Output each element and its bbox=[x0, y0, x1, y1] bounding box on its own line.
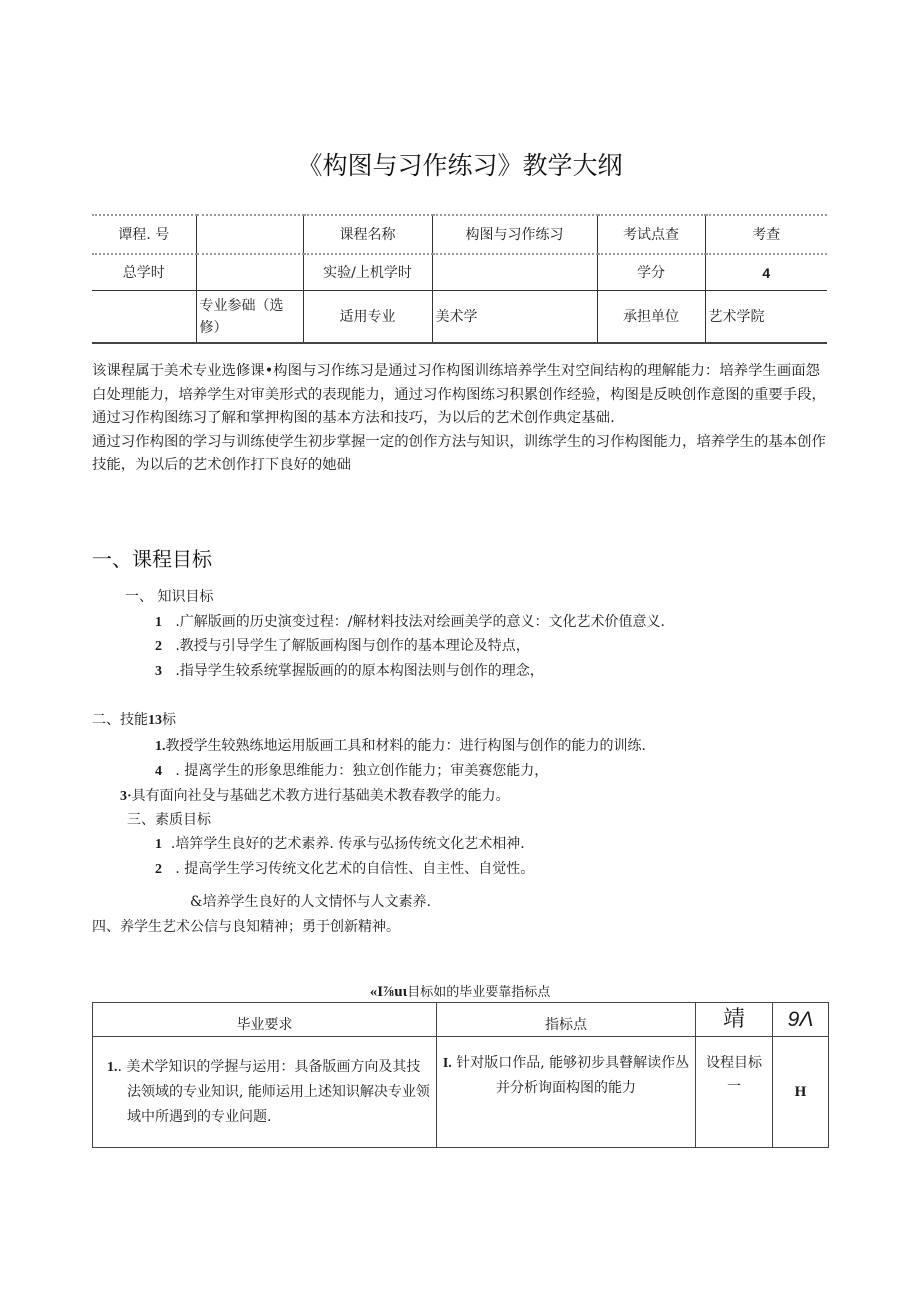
requirement-cell bbox=[93, 1037, 437, 1148]
req-table-row bbox=[93, 1037, 829, 1148]
indicator-text: 针对版口作品, 能够初步具瞽解读作丛并分析询面构图的能力 bbox=[451, 1055, 690, 1096]
item-number: 1. bbox=[155, 739, 166, 754]
requirement-text: . 美术学知识的学握与运用：具备版画方向及其技法领域的专业知识, 能师运用上述知识解决专业领域中所遇到的专业问题. bbox=[117, 1058, 430, 1125]
item-text: .培笄学生良好的艺术素养. 传承与弘扬传统文化艺术相神. bbox=[170, 836, 525, 852]
item-text: 具有面向社殳与基础艺术教方进行基础美术教春教学的能力。 bbox=[131, 788, 510, 804]
skill-goal-item bbox=[155, 760, 548, 780]
knowledge-goal-item bbox=[155, 660, 544, 680]
knowledge-goals-label: 一、 知识目标 bbox=[125, 589, 214, 605]
target-cell: 设程目标一 bbox=[696, 1037, 773, 1148]
label-assessment: 考试点查 bbox=[597, 215, 705, 254]
item-number: 1 bbox=[155, 837, 162, 852]
requirement-number: 1. bbox=[107, 1059, 118, 1075]
value-course-type: 专业参础（选修） bbox=[196, 291, 303, 344]
label-course-number: 谭程. 号 bbox=[92, 215, 196, 254]
quality-goal-extra: &培养学生良好的人文情怀与人文素养. bbox=[190, 894, 431, 910]
item-text: . 提高学生学习传统文化艺术的自信性、自主性、自觉性。 bbox=[175, 861, 535, 877]
knowledge-goal-item bbox=[155, 635, 530, 655]
indicator-cell bbox=[437, 1037, 696, 1148]
label-department: 承担单位 bbox=[597, 291, 705, 344]
header-col3: 靖 bbox=[696, 1003, 773, 1037]
intro-paragraph: 通过习作构图的学习与训练使学生初步掌握一定的创作方法与知识，训练学生的习作构图能力，培养学生的基本创作技能，为以后的艺术创作打下良好的她础 bbox=[92, 433, 826, 473]
item-number: 3· bbox=[120, 789, 132, 804]
label-lab-hours: 实验/上机学时 bbox=[303, 254, 432, 291]
quality-goal-four: 四、养学生艺术公信与良知精神；勇于创新精神。 bbox=[92, 919, 400, 935]
item-text: .教授与引导学生了解版画构图与创作的基本理论及特点， bbox=[175, 638, 530, 654]
item-number: 4 bbox=[155, 764, 162, 779]
item-text: .指导学生较系统掌握版画的的原本构图法则与创作的理念， bbox=[175, 663, 544, 679]
label-credits: 学分 bbox=[597, 254, 705, 291]
quality-goal-item bbox=[155, 858, 534, 878]
label-applicable-major: 适用专业 bbox=[303, 291, 432, 344]
value-assessment: 考查 bbox=[705, 215, 827, 254]
item-number: 3 bbox=[155, 664, 162, 679]
value-credits: 4 bbox=[705, 254, 827, 291]
graduation-requirements-table bbox=[92, 1002, 829, 1148]
item-text: 教授学生较熟练地运用版画工具和材料的能力：进行构图与创作的能力的训练. bbox=[165, 738, 646, 754]
label-course-type bbox=[92, 291, 196, 344]
document-title: 《构图与习作练习》教学大纲 bbox=[297, 151, 623, 180]
item-text: . 提离学生的形象思维能力：独立创作能力；审美赛您能力， bbox=[175, 763, 549, 779]
value-total-hours bbox=[196, 254, 303, 291]
item-text: .广解版画的历史演变过程：/解材料技法对绘画美学的意义：文化艺术价值意义. bbox=[175, 614, 665, 630]
info-row-major bbox=[92, 291, 827, 344]
header-col4: 9Λ bbox=[773, 1003, 829, 1037]
label-total-hours: 总学时 bbox=[92, 254, 196, 291]
knowledge-goal-item bbox=[155, 611, 665, 631]
course-intro bbox=[92, 360, 832, 478]
level-cell: H bbox=[773, 1037, 829, 1148]
skill-goal-item bbox=[155, 735, 646, 755]
item-number: 2 bbox=[155, 862, 162, 877]
header-graduation-requirement: 毕业要求 bbox=[93, 1003, 437, 1037]
value-course-name: 构图与习作练习 bbox=[432, 215, 597, 254]
info-row-hours bbox=[92, 254, 827, 291]
skill-goal-item bbox=[120, 785, 510, 805]
quality-goals-label: 三、素质目标 bbox=[127, 812, 211, 828]
label-course-name: 课程名称 bbox=[303, 215, 432, 254]
value-department: 艺术学院 bbox=[705, 291, 827, 344]
value-lab-hours bbox=[432, 254, 597, 291]
value-course-number bbox=[196, 215, 303, 254]
intro-paragraph: 该课程属于美术专业选修课•构图与习作练习是通过习作构图训练培养学生对空间结构的理解能力：培养学生画面怨白处理能力，培养学生对审美形式的表现能力，通过习作构图练习积累创作经验，构图是反映创作意图的重要手段，通过习作构图练习了解和掌押构图的基本方法和技巧，为以后的艺术创作典定基础. bbox=[92, 363, 826, 426]
header-indicator: 指标点 bbox=[437, 1003, 696, 1037]
req-table-caption: «I⅞uι目标如的毕业要靠指标点 bbox=[369, 984, 551, 1000]
section-heading-course-goals: 一、课程目标 bbox=[92, 547, 212, 571]
item-number: 1 bbox=[155, 615, 162, 630]
course-info-table bbox=[92, 214, 827, 344]
value-applicable-major: 美术学 bbox=[432, 291, 597, 344]
item-number: 2 bbox=[155, 639, 162, 654]
req-table-header-row bbox=[93, 1003, 829, 1037]
skill-goals-label: 二、技能13标 bbox=[92, 712, 176, 728]
info-row-course-number bbox=[92, 215, 827, 254]
quality-goal-item bbox=[155, 833, 525, 853]
indicator-number: I. bbox=[442, 1056, 452, 1071]
